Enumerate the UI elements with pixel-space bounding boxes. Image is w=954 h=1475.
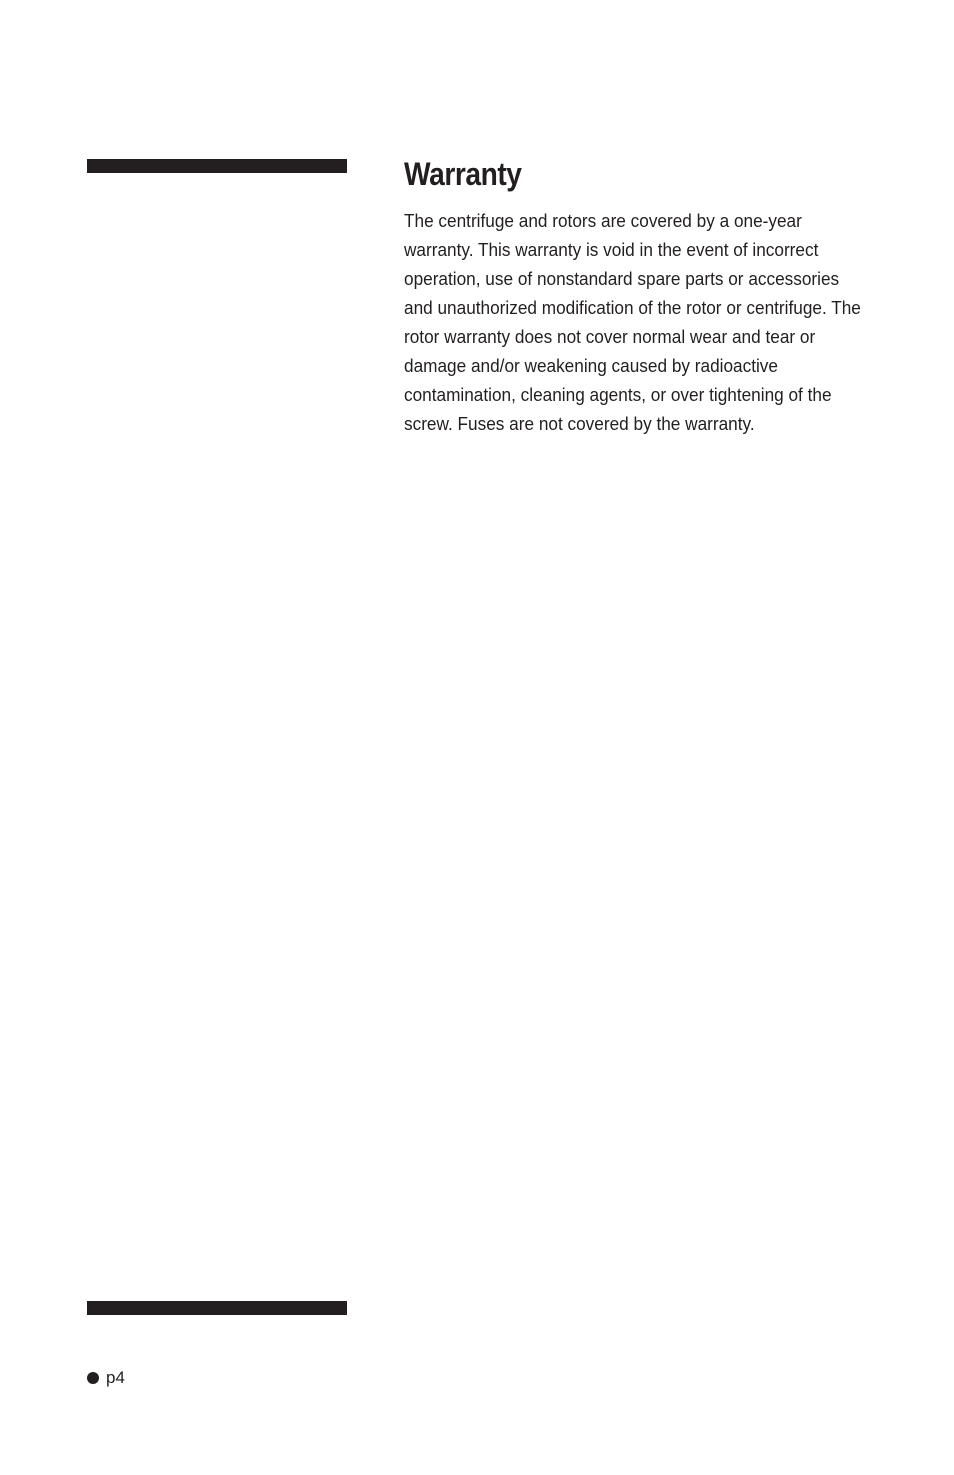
warranty-section [404,152,874,438]
top-divider-bar [87,159,347,173]
page-number: p4 [106,1368,125,1387]
section-body: The centrifuge and rotors are covered by a one-year warranty. This warranty is void in the event of incorrect operation, use of nonstandard spare parts or accessories and unauthorized modification of the rotor or centrifuge. The rotor warranty does not cover normal wear and tear or damage and/or weakening caused by radioactive contamination, cleaning agents, or over tightening of the screw. Fuses are not covered by the warranty. [404,210,861,434]
section-title: Warranty [404,156,522,192]
bullet-icon [87,1372,99,1384]
page-footer [87,1366,125,1390]
bottom-divider-bar [87,1301,347,1315]
